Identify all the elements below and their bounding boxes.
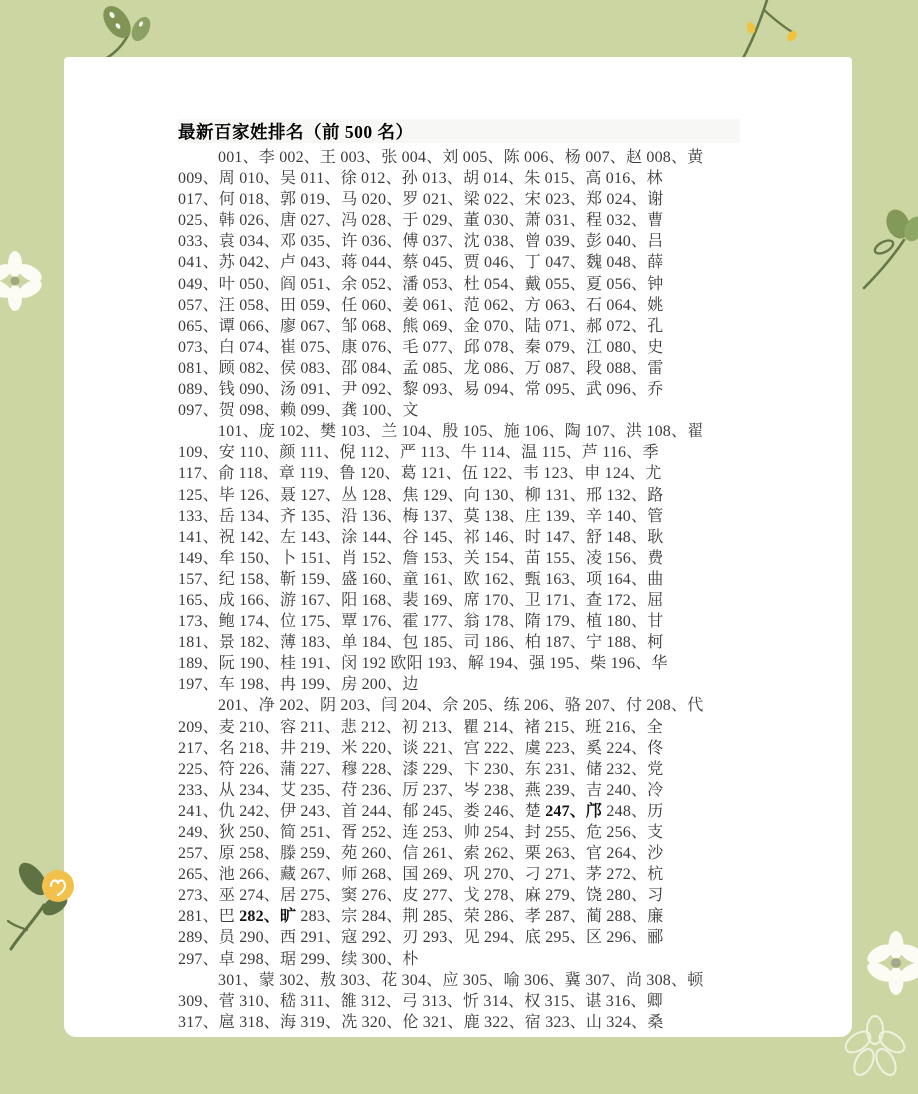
ranking-line: [178, 569, 778, 590]
ranking-line-segment: 248、历: [602, 802, 664, 820]
ranking-line-segment: 133、岳 134、齐 135、沿 136、梅 137、莫 138、庄 139、辛 140、管: [178, 507, 664, 525]
document-page: [64, 57, 852, 1037]
ranking-line: [178, 316, 778, 337]
ranking-line-segment: 033、袁 034、邓 035、许 036、傅 037、沈 038、曾 039、彭 040、吕: [178, 233, 664, 251]
ranking-line-segment: 125、毕 126、聂 127、丛 128、焦 129、向 130、柳 131、邢 132、路: [178, 486, 664, 504]
ranking-line: [178, 674, 778, 695]
ranking-line: [178, 590, 778, 611]
ranking-line: [178, 274, 778, 295]
ranking-line: [178, 421, 778, 442]
ranking-line-segment: 073、白 074、崔 075、康 076、毛 077、邱 078、秦 079、江 080、史: [178, 338, 664, 356]
page-title: 最新百家姓排名（前 500 名）: [178, 121, 414, 142]
ranking-line-segment: 017、何 018、郭 019、马 020、罗 021、梁 022、宋 023、郑 024、谢: [178, 191, 664, 209]
ranking-line-segment: 181、景 182、薄 183、单 184、包 185、司 186、柏 187、宁 188、柯: [178, 634, 664, 652]
daisy-left-icon: [0, 249, 50, 313]
ranking-line: [178, 801, 778, 822]
ranking-line-segment: 041、苏 042、卢 043、蒋 044、蔡 045、贾 046、丁 047、魏 048、薛: [178, 254, 664, 272]
ranking-line: [178, 653, 778, 674]
ranking-line-segment: 249、狄 250、简 251、胥 252、连 253、帅 254、封 255、危 256、支: [178, 824, 664, 841]
clover-icon: [860, 198, 918, 296]
ranking-line: [178, 527, 778, 548]
ranking-line: [178, 442, 778, 463]
ranking-line: [178, 147, 778, 168]
ranking-line-segment: 197、车 198、冉 199、房 200、边: [178, 676, 419, 694]
ranking-line-segment: 201、净 202、阴 203、闫 204、佘 205、练 206、骆 207、付 208、代: [218, 697, 704, 715]
ranking-line-segment: 189、阮 190、桂 191、闵 192 欧阳 193、解 194、强 195、柴 196、华: [178, 655, 668, 673]
ranking-line: [178, 231, 778, 252]
ranking-line: [178, 463, 778, 484]
ranking-line-segment: 097、贺 098、赖 099、龚 100、文: [178, 402, 419, 420]
ranking-line: [178, 295, 778, 316]
ranking-line: [178, 717, 778, 738]
title-band: [178, 119, 740, 143]
ranking-line-segment: 165、成 166、游 167、阳 168、裴 169、席 170、卫 171、查 172、屈: [178, 591, 664, 609]
ranking-line: [178, 168, 778, 189]
ranking-line-segment: 283、宗 284、荆 285、荣 286、孝 287、蔺 288、廉: [296, 908, 664, 926]
ranking-line-segment: 297、卓 298、琚 299、续 300、朴: [178, 950, 419, 968]
ranking-line: [178, 927, 778, 948]
ranking-line: [178, 611, 778, 632]
ranking-line: [178, 400, 778, 421]
ranking-line: [178, 548, 778, 569]
ranking-line: [178, 885, 778, 906]
ranking-line: [178, 759, 778, 780]
ranking-line-segment: 149、牟 150、卜 151、肖 152、詹 153、关 154、苗 155、凌 156、费: [178, 549, 664, 567]
ranking-line-segment: 209、麦 210、容 211、悲 212、初 213、瞿 214、褚 215、班 216、全: [178, 718, 663, 736]
ranking-line-segment: 173、鲍 174、位 175、覃 176、霍 177、翁 178、隋 179、植 180、甘: [178, 613, 664, 631]
ranking-line: [178, 337, 778, 358]
ranking-line-segment: 089、钱 090、汤 091、尹 092、黎 093、易 094、常 095、武 096、乔: [178, 381, 664, 399]
ranking-line-segment: 065、谭 066、廖 067、邹 068、熊 069、金 070、陆 071、郝 072、孔: [178, 317, 664, 335]
ranking-line: [178, 695, 778, 716]
ranking-line-segment: 117、俞 118、章 119、鲁 120、葛 121、伍 122、韦 123、申 124、尤: [178, 465, 662, 483]
ranking-lines: [178, 147, 778, 1033]
ranking-line: [178, 1012, 778, 1033]
ranking-line-segment: 233、从 234、艾 235、苻 236、厉 237、岑 238、燕 239、吉 240、冷: [178, 781, 664, 799]
ranking-line: [178, 210, 778, 231]
ranking-line: [178, 189, 778, 210]
ranking-line-segment: 317、扈 318、海 319、冼 320、伦 321、鹿 322、宿 323、山 324、桑: [178, 1013, 664, 1031]
ranking-line: [178, 970, 778, 991]
ranking-line: [178, 358, 778, 379]
ranking-line-segment: 241、仇 242、伊 243、首 244、郁 245、娄 246、楚: [178, 802, 546, 820]
ranking-line-segment: 057、汪 058、田 059、任 060、姜 061、范 062、方 063、石 064、姚: [178, 296, 664, 314]
ranking-line: [178, 632, 778, 653]
ranking-line-segment: 257、原 258、滕 259、苑 260、信 261、索 262、栗 263、官 264、沙: [178, 845, 664, 863]
ranking-line: [178, 822, 778, 843]
ranking-line: [178, 506, 778, 527]
ranking-line: [178, 379, 778, 400]
ranking-line-segment: 309、菅 310、嵇 311、雒 312、弓 313、忻 314、权 315、谌 316、卿: [178, 992, 663, 1010]
ranking-line-segment: 109、安 110、颜 111、倪 112、严 113、牛 114、温 115、芦 116、季: [178, 444, 659, 462]
ranking-line: [178, 485, 778, 506]
ranking-line: [178, 738, 778, 759]
ranking-line-segment: 101、庞 102、樊 103、兰 104、殷 105、施 106、陶 107、洪 108、翟: [218, 423, 704, 441]
ranking-line-segment: 301、蒙 302、敖 303、花 304、应 305、喻 306、冀 307、尚 308、顿: [218, 971, 704, 989]
ranking-line: [178, 906, 778, 927]
ranking-line-segment: 225、符 226、蒲 227、穆 228、漆 229、卞 230、东 231、储 232、党: [178, 760, 664, 778]
ranking-line: [178, 991, 778, 1012]
ranking-line-segment: 217、名 218、井 219、米 220、谈 221、宫 222、虞 223、奚 224、佟: [178, 739, 664, 757]
ranking-line-segment: 081、顾 082、侯 083、邵 084、孟 085、龙 086、万 087、段 088、雷: [178, 359, 664, 377]
daisy-right-icon: [861, 928, 918, 998]
ranking-line: [178, 780, 778, 801]
ranking-line-segment: 265、池 266、藏 267、师 268、国 269、巩 270、刁 271、茅 272、杭: [178, 866, 664, 884]
ranking-line-segment: 289、员 290、西 291、寇 292、刃 293、见 294、底 295、区 296、郦: [178, 929, 664, 947]
ranking-line-segment: 141、祝 142、左 143、涂 144、谷 145、祁 146、时 147、舒 148、耿: [178, 528, 664, 546]
ranking-line: [178, 252, 778, 273]
ranking-line-segment: 157、纪 158、靳 159、盛 160、童 161、欧 162、甄 163、项 164、曲: [178, 570, 664, 588]
ranking-line-segment: 049、叶 050、阎 051、余 052、潘 053、杜 054、戴 055、夏 056、钟: [178, 275, 664, 293]
ranking-line-segment: 001、李 002、王 003、张 004、刘 005、陈 006、杨 007、赵 008、黄: [218, 149, 704, 166]
ranking-line-segment: 025、韩 026、唐 027、冯 028、于 029、董 030、萧 031、程 032、曹: [178, 212, 664, 230]
ranking-line-bold-segment: 247、邝: [545, 802, 603, 820]
ranking-line: [178, 864, 778, 885]
ranking-line: [178, 843, 778, 864]
ranking-line-segment: 009、周 010、吴 011、徐 012、孙 013、胡 014、朱 015、高 016、林: [178, 170, 663, 188]
ranking-line-segment: 281、巴: [178, 908, 240, 926]
ranking-line: [178, 949, 778, 970]
ranking-line-segment: 273、巫 274、居 275、窦 276、皮 277、戈 278、麻 279、饶 280、习: [178, 887, 664, 905]
ranking-line-bold-segment: 282、旷: [239, 908, 297, 926]
